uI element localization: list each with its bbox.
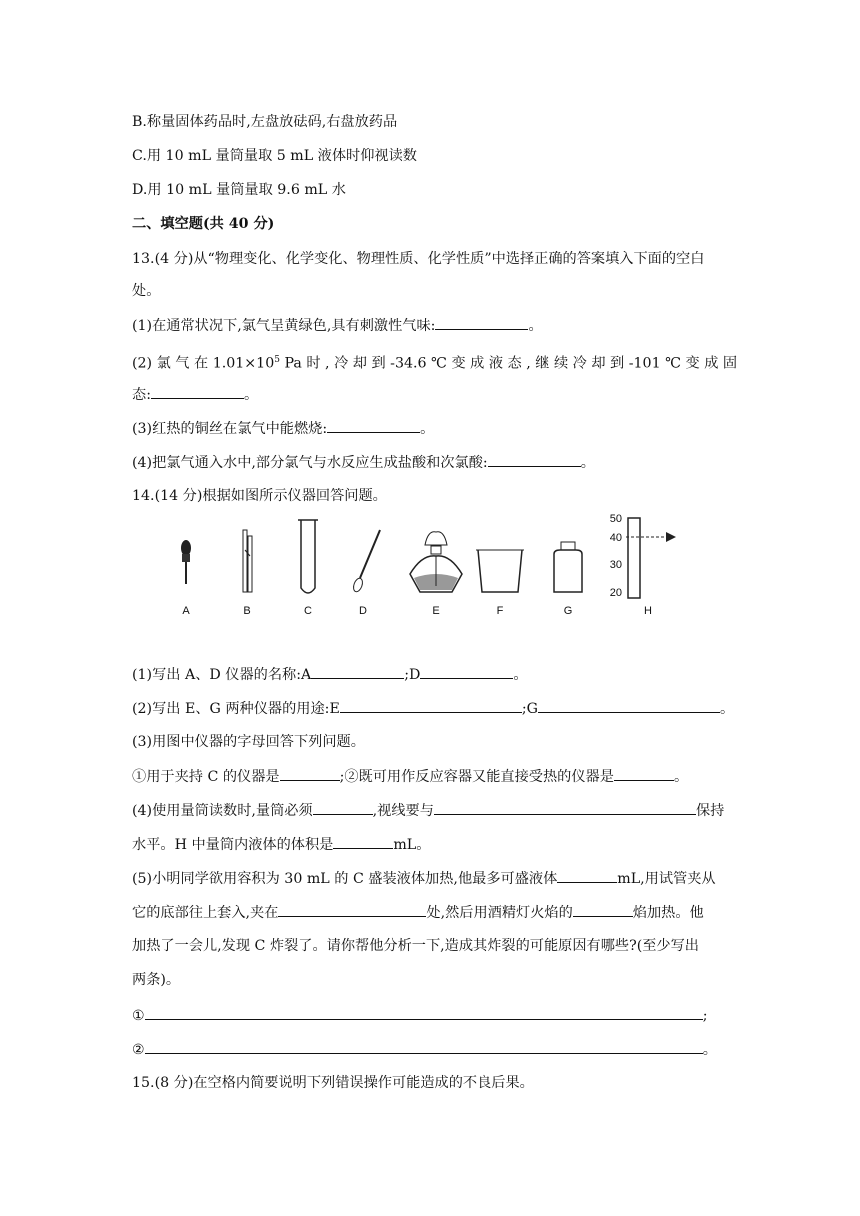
tick-50: 50	[609, 513, 622, 525]
answer-blank[interactable]	[327, 418, 420, 433]
q13-stem: 13.(4 分)从“物理变化、化学变化、物理性质、化学性质”中选择正确的答案填入下面的空白	[132, 251, 705, 267]
q14-part2: (2)写出 E、G 两种仪器的用途:E ;G 。	[132, 698, 734, 719]
option-b: B.称量固体药品时,左盘放砝码,右盘放药品	[132, 114, 398, 130]
q14-part4: (4)使用量筒读数时,量筒必须 ,视线要与 保持	[132, 800, 724, 821]
tick-40: 40	[609, 532, 622, 544]
beaker-icon	[476, 550, 524, 592]
answer-blank[interactable]	[538, 698, 720, 713]
q14-reason-2: ② 。	[132, 1039, 717, 1060]
answer-blank[interactable]	[435, 315, 528, 330]
label-b: B	[243, 605, 251, 617]
q14-part5-cont2: 加热了一会儿,发现 C 炸裂了。请你帮他分析一下,造成其炸裂的可能原因有哪些?(至少写出	[132, 938, 699, 954]
reagent-bottle-icon	[554, 542, 582, 592]
q14-part5-cont3: 两条)。	[132, 972, 181, 988]
q14-part5: (5)小明同学欲用容积为 30 mL 的 C 盛装液体加热,他最多可盛液体 mL,用试管夹从	[132, 868, 716, 889]
label-g: G	[563, 605, 573, 617]
q14-part3-items: ①用于夹持 C 的仪器是 ;②既可用作反应容器又能直接受热的仪器是 。	[132, 766, 688, 787]
answer-blank[interactable]	[280, 766, 340, 781]
answer-blank[interactable]	[488, 452, 581, 467]
q14-stem: 14.(14 分)根据如图所示仪器回答问题。	[132, 488, 387, 504]
q14-part5-cont: 它的底部往上套入,夹在 处,然后用酒精灯火焰的 焰加热。他	[132, 902, 704, 923]
answer-blank[interactable]	[557, 868, 617, 883]
q14-part3: (3)用图中仪器的字母回答下列问题。	[132, 734, 365, 750]
q14-part1: (1)写出 A、D 仪器的名称:A ;D 。	[132, 664, 528, 685]
test-tube-icon	[298, 520, 318, 593]
answer-blank[interactable]	[313, 800, 373, 815]
q13-stem-cont: 处。	[132, 283, 161, 299]
answer-blank[interactable]	[145, 1039, 703, 1054]
answer-blank[interactable]	[333, 834, 393, 849]
label-d: D	[359, 605, 367, 617]
answer-blank[interactable]	[614, 766, 674, 781]
q13-part3: (3)红热的铜丝在氯气中能燃烧: 。	[132, 418, 434, 439]
label-a: A	[182, 605, 190, 617]
answer-blank[interactable]	[311, 664, 404, 679]
answer-blank[interactable]	[573, 902, 633, 917]
q14-reason-1: ① ;	[132, 1005, 708, 1026]
answer-blank[interactable]	[340, 698, 522, 713]
tick-20: 20	[609, 587, 622, 599]
answer-blank[interactable]	[420, 664, 513, 679]
test-tube-clamp-icon	[243, 530, 252, 592]
option-d: D.用 10 mL 量筒量取 9.6 mL 水	[132, 182, 346, 198]
q13-part1: (1)在通常状况下,氯气呈黄绿色,具有刺激性气味: 。	[132, 315, 543, 336]
label-e: E	[432, 605, 440, 617]
answer-blank[interactable]	[145, 1005, 703, 1020]
answer-blank[interactable]	[434, 800, 696, 815]
spatula-icon	[352, 530, 380, 593]
label-c: C	[304, 605, 312, 617]
dropper-icon	[181, 540, 191, 584]
q13-part4: (4)把氯气通入水中,部分氯气与水反应生成盐酸和次氯酸: 。	[132, 452, 595, 473]
q15-stem: 15.(8 分)在空格内简要说明下列错误操作可能造成的不良后果。	[132, 1075, 534, 1091]
q14-part4-cont: 水平。H 中量筒内液体的体积是 mL。	[132, 834, 430, 855]
option-c: C.用 10 mL 量筒量取 5 mL 液体时仰视读数	[132, 148, 417, 164]
answer-blank[interactable]	[151, 384, 244, 399]
q13-part2: (2) 氯 气 在 $1.01\times 10^5$ Pa 时 , 冷 却 到 -34.6 ℃ 变 成 液 态 , 继 续 冷 却 到 -101 ℃ 变 成 固	[132, 355, 738, 372]
graduated-cylinder-icon	[610, 513, 676, 599]
q13-part2-cont: 态: 。	[132, 384, 258, 405]
answer-blank[interactable]	[278, 902, 426, 917]
lab-apparatus-figure	[160, 510, 700, 620]
label-h: H	[644, 605, 652, 617]
label-f: F	[496, 605, 504, 617]
tick-30: 30	[609, 559, 622, 571]
alcohol-lamp-icon	[410, 532, 462, 592]
section-heading: 二、填空题(共 40 分)	[132, 216, 275, 232]
